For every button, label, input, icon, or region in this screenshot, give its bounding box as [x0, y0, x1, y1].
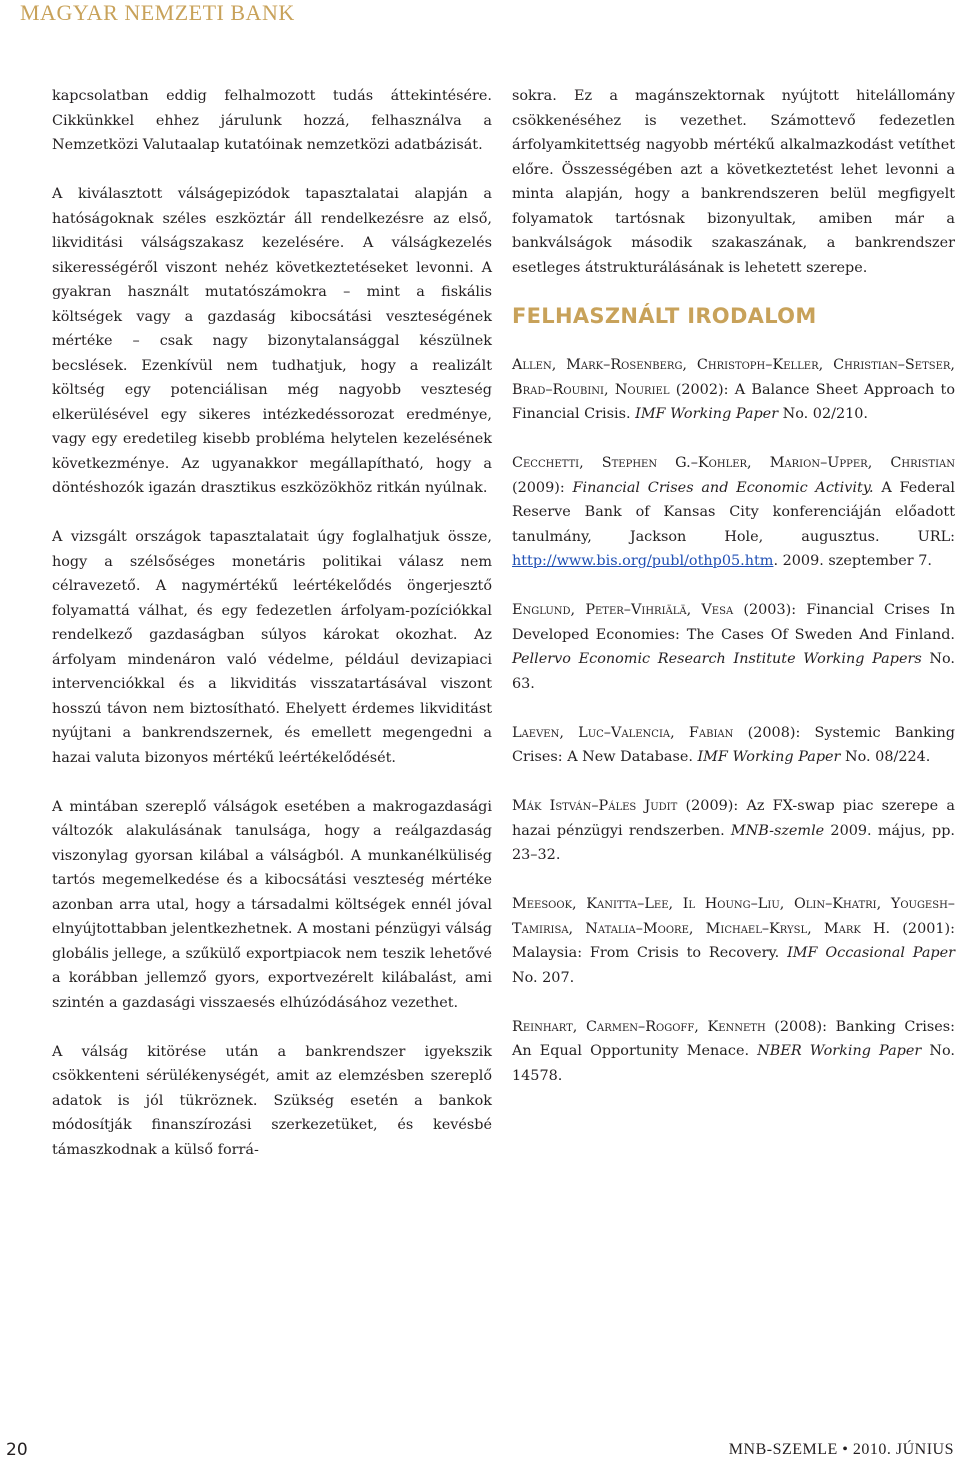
paragraph: kapcsolatban eddig felhalmozott tudás áttekintésére. Cikkünkkel ehhez járulunk hozzá, felhasználva a Nemzetközi Valutaalap kutatóinak nemzetközi adatbázisát.	[52, 88, 492, 153]
reference-authors: Mák István–Páles Judit	[512, 798, 678, 814]
reference-authors: Cecchetti, Stephen G.–Kohler, Marion–Upper, Christian	[512, 455, 955, 471]
reference-source: MNB-szemle	[730, 822, 825, 839]
reference-text: (2009):	[512, 479, 573, 496]
reference-text: (2002): A Balance Sheet Approach to Financial Crisis.	[512, 381, 955, 422]
reference-text: A Federal Reserve Bank of Kansas City konferenciáján előadott tanulmány, Jackson Hole, augusztus. URL:	[512, 479, 956, 545]
publisher-header: MAGYAR NEMZETI BANK	[20, 0, 295, 25]
reference-item	[512, 598, 955, 696]
reference-text: No. 14578.	[512, 1043, 955, 1084]
reference-authors: Laeven, Luc–Valencia, Fabian	[512, 724, 734, 741]
reference-text: No. 02/210.	[778, 406, 869, 422]
reference-item	[512, 1015, 955, 1089]
reference-item	[512, 353, 955, 427]
journal-footer: MNB-SZEMLE • 2010. JÚNIUS	[728, 1441, 954, 1458]
reference-item	[512, 794, 955, 868]
reference-text: (2008): Banking Crises: An Equal Opportunity Menace.	[512, 1018, 955, 1059]
page-number: 20	[6, 1440, 28, 1460]
reference-url-link[interactable]: http://www.bis.org/publ/othp05.htm	[512, 553, 774, 569]
reference-text: 2009. május, pp. 23–32.	[512, 822, 955, 863]
reference-text: (2001): Malaysia: From Crisis to Recovery.	[512, 920, 955, 961]
reference-item	[512, 721, 955, 770]
reference-item	[512, 451, 955, 574]
reference-text: (2003): Financial Crises In Developed Economies: The Cases Of Sweden And Finland.	[512, 602, 955, 643]
reference-source: IMF Working Paper	[635, 406, 779, 422]
paragraph: A mintában szereplő válságok esetében a makrogazdasági változók alakulásának tanulsága, hogy a reálgazdaság viszonylag gyorsan kilábal a válságból. A munkanélküliség tartós megemelkedése és a kibocsátási veszteség mértéke azonban arra utal, hogy a társadalmi költségek ennél jóval elnyújtottabban jelentkezhetnek. A mostani pénzügyi válság globális jellege, a szűkülő exportpiacok nem teszik lehetővé a korábban jellemző gyors, exportvezérelt kilábalást, ami szintén a gazdasági visszaesés elhúzódásához vezethet.	[52, 798, 492, 1011]
paragraph: A kiválasztott válságepizódok tapasztalatai alapján a hatóságoknak széles eszköztár áll rendelkezésre az első, likviditási válságszakasz kezelésére. A válságkezelés sikerességéről viszont nehéz következtetéseket levonni. A gyakran használt mutatószámokra – mint a fiskális költségek vagy a gazdaság kibocsátási veszteségének mértéke – csak nagy bizonytalansággal készülnek becslések. Ezenkívül nem tudhatjuk, hogy a realizált költség egy potenciálisan még nagyobb veszteség elkerülésével egy sikeres intézkedéssorozat eredménye, vagy egy eredetileg kisebb probléma helytelen kezelésének következménye. Az ugyanakkor megállapítható, hogy a döntéshozók igazán drasztikus eszközökhöz ritkán nyúlnak.	[52, 186, 492, 496]
reference-item	[512, 892, 955, 990]
reference-source: IMF Working Paper	[697, 749, 841, 765]
reference-text: . 2009. szeptember 7.	[773, 553, 932, 569]
reference-source: Financial Crises and Economic Activity.	[572, 479, 874, 496]
left-column	[52, 84, 492, 1162]
reference-authors: Allen, Mark–Rosenberg, Christoph–Keller, Christian–Setser, Brad–Roubini, Nouriel	[512, 357, 955, 398]
reference-source: Pellervo Economic Research Institute Working Papers	[512, 651, 922, 667]
paragraph: A vizsgált országok tapasztalatait úgy foglalhatjuk össze, hogy a szélsőséges monetáris politikai válasz nem célravezető. A nagymértékű leértékelődés öngerjesztő folyamattá válhat, és egy fedezetlen árfolyam-pozíciókkal rendelkező gazdaságban súlyos károkat okozhat. Az árfolyam mindenáron való védelme, például devizapiaci intervenciókkal és a likviditás visszatartásával viszont hosszú távon nem biztosítható. Ehelyett érdemes likviditást nyújtani a bankrendszernek, és emellett megengedni a hazai valuta bizonyos mértékű leértékelődését.	[52, 529, 492, 766]
section-heading: FELHASZNÁLT IRODALOM	[512, 304, 817, 328]
reference-source: IMF Occasional Paper	[787, 945, 956, 961]
reference-text: No. 207.	[512, 969, 575, 986]
reference-text: (2009): Az FX-swap piac szerepe a hazai pénzügyi rendszerben.	[512, 798, 955, 839]
reference-authors: Englund, Peter–Vihriälä, Vesa	[512, 602, 734, 618]
paragraph: A válság kitörése után a bankrendszer igyekszik csökkenteni sérülékenységét, amit az elemzésben szereplő adatok is jól tükröznek. Szükség esetén a bankok módosítják finanszírozási szerkezetüket, és kevésbé támaszkodnak a külső forrá-	[52, 1043, 492, 1158]
reference-text: (2008): Systemic Banking Crises: A New Database.	[512, 724, 955, 765]
reference-authors: Meesook, Kanitta–Lee, Il Houng–Liu, Olin–Khatri, Yougesh–Tamirisa, Natalia–Moore, Michael–Krysl, Mark H.	[512, 896, 955, 937]
reference-text: No. 63.	[512, 651, 955, 692]
paragraph-continuation: sokra. Ez a magánszektornak nyújtott hitelállomány csökkenéséhez is vezethet. Számottevő fedezetlen árfolyamkitettség nagyobb mértékű alkalmazkodást vetíthet előre. Összességében azt a következtetést lehet levonni a minta alapján, hogy a bankrendszeren belül megfigyelt folyamatok tartósnak bizonyultak, amiben már a bankválságok második szakaszának, a bankrendszer esetleges átstrukturálásának is lehetett szerepe.	[512, 88, 955, 276]
reference-text: No. 08/224.	[840, 749, 931, 765]
reference-source: NBER Working Paper	[757, 1043, 922, 1059]
right-column	[512, 84, 955, 1113]
reference-authors: Reinhart, Carmen–Rogoff, Kenneth	[512, 1018, 766, 1035]
reference-list	[512, 353, 955, 1088]
